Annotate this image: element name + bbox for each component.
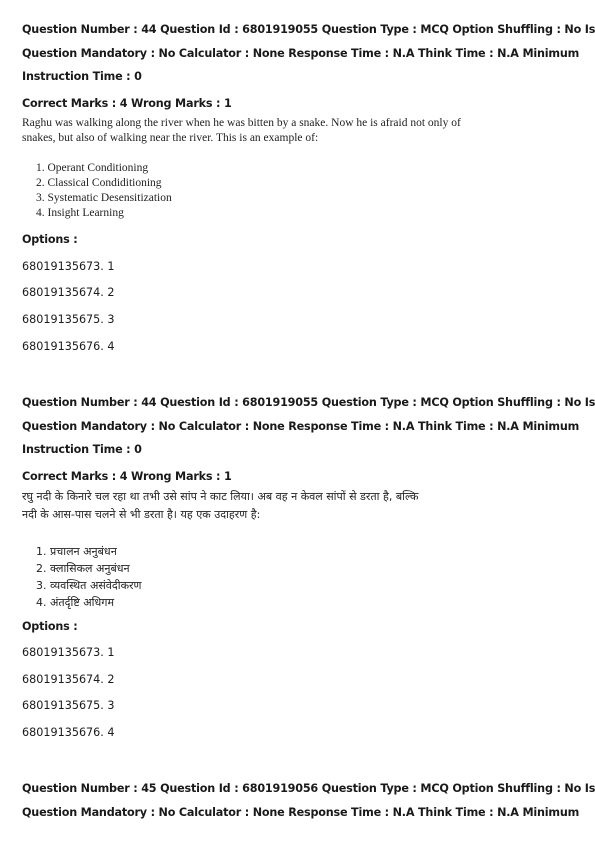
options-label: Options :	[22, 233, 78, 246]
option-item: 68019135676. 4	[22, 726, 115, 739]
option-item: 68019135673. 1	[22, 646, 115, 659]
choice-item: 3. व्यवस्थित असंवेदीकरण	[36, 579, 142, 592]
question-text-line2: नदी के आस-पास चलने से भी डरता है। यह एक उदाहरण है:	[22, 508, 261, 521]
choice-item: 1. प्रचालन अनुबंधन	[36, 545, 117, 558]
option-item: 68019135675. 3	[22, 699, 115, 712]
marks-line: Correct Marks : 4 Wrong Marks : 1	[22, 470, 232, 483]
choice-item: 3. Systematic Desensitization	[36, 192, 172, 204]
question-header-line1: Question Number : 45 Question Id : 6801919056 Question Type : MCQ Option Shuffling : No Is	[22, 782, 595, 795]
question-text-line1: Raghu was walking along the river when he was bitten by a snake. Now he is afraid not only of	[22, 117, 461, 129]
question-header-line2: Question Mandatory : No Calculator : None Response Time : N.A Think Time : N.A Minimum	[22, 806, 580, 819]
choice-item: 4. अंतर्दृष्टि अधिगम	[36, 596, 115, 609]
choice-item: 2. क्लासिकल अनुबंधन	[36, 562, 130, 575]
choice-item: 1. Operant Conditioning	[36, 162, 149, 174]
choice-list	[36, 543, 142, 611]
option-item: 68019135674. 2	[22, 673, 115, 686]
question-header-line3: Instruction Time : 0	[22, 443, 142, 456]
marks-line: Correct Marks : 4 Wrong Marks : 1	[22, 97, 232, 110]
option-item: 68019135676. 4	[22, 340, 115, 353]
option-item: 68019135673. 1	[22, 260, 115, 273]
choice-list	[36, 161, 172, 221]
choice-item: 4. Insight Learning	[36, 207, 124, 219]
question-text-line1: रघु नदी के किनारे चल रहा था तभी उसे सांप ने काट लिया। अब वह न केवल सांपों से डरता है, बल्कि	[22, 490, 419, 503]
question-header-line2: Question Mandatory : No Calculator : None Response Time : N.A Think Time : N.A Minimum	[22, 420, 580, 433]
option-item: 68019135674. 2	[22, 286, 115, 299]
question-header-line1: Question Number : 44 Question Id : 6801919055 Question Type : MCQ Option Shuffling : No Is	[22, 396, 595, 409]
question-header-line2: Question Mandatory : No Calculator : None Response Time : N.A Think Time : N.A Minimum	[22, 47, 580, 60]
question-text-line2: snakes, but also of walking near the river. This is an example of:	[22, 132, 319, 144]
question-header-line3: Instruction Time : 0	[22, 70, 142, 83]
options-label: Options :	[22, 620, 78, 633]
question-header-line1: Question Number : 44 Question Id : 6801919055 Question Type : MCQ Option Shuffling : No Is	[22, 23, 595, 36]
choice-item: 2. Classical Condiditioning	[36, 177, 162, 189]
option-item: 68019135675. 3	[22, 313, 115, 326]
